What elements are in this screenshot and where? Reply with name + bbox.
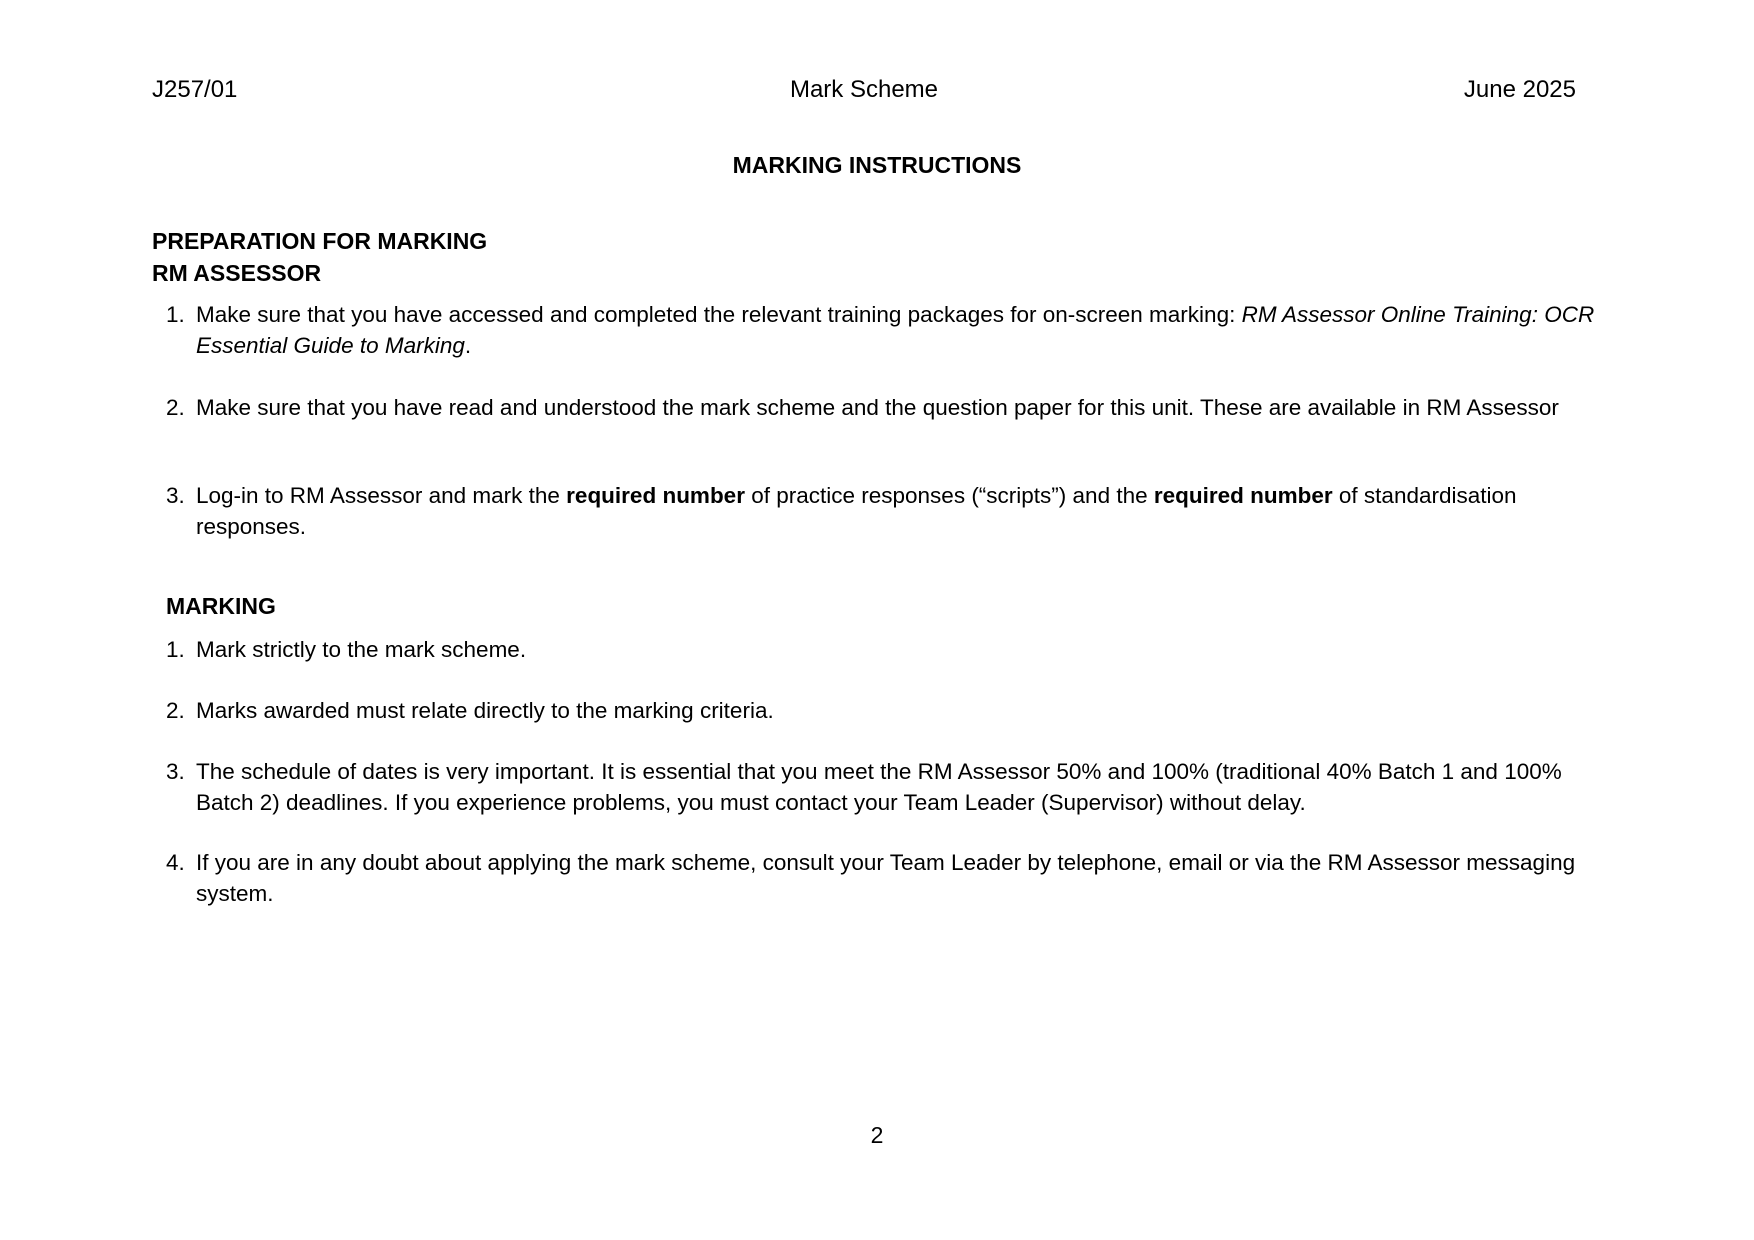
marking-heading: MARKING	[166, 593, 276, 619]
list-item	[166, 299, 1616, 361]
list-item	[166, 634, 1616, 665]
list-item	[166, 480, 1616, 542]
item-number: 4.	[166, 850, 185, 875]
item-text: Make sure that you have read and understood the mark scheme and the question paper for this unit. These are available in RM Assessor	[196, 395, 1559, 420]
preparation-heading: PREPARATION FOR MARKING	[152, 228, 488, 254]
emphasis: required number	[566, 483, 745, 508]
item-text: Log-in to RM Assessor and mark the required number of practice responses (“scripts”) and the required number of standardisation responses.	[196, 483, 1517, 539]
item-text: Make sure that you have accessed and completed the relevant training packages for on-screen marking: RM Assessor Online Training: OCR Essential Guide to Marking.	[196, 302, 1595, 358]
item-number: 3.	[166, 759, 185, 784]
item-number: 1.	[166, 637, 185, 662]
page-title: MARKING INSTRUCTIONS	[732, 152, 1022, 178]
page-header	[152, 76, 1576, 106]
paper-code: J257/01	[152, 76, 238, 103]
training-title: RM Assessor Online Training: OCR Essential Guide to Marking	[196, 302, 1595, 358]
item-text: The schedule of dates is very important. It is essential that you meet the RM Assessor 50% and 100% (traditional 40% Batch 1 and 100% Batch 2) deadlines. If you experience problems, you must contact your Team Leader (Supervisor) without delay.	[196, 759, 1562, 815]
item-text: Mark strictly to the mark scheme.	[196, 637, 527, 662]
page-number: 2	[870, 1122, 884, 1148]
item-number: 1.	[166, 302, 185, 327]
item-text: Marks awarded must relate directly to the marking criteria.	[196, 698, 774, 723]
list-item	[166, 392, 1616, 423]
item-text: If you are in any doubt about applying the mark scheme, consult your Team Leader by telephone, email or via the RM Assessor messaging system.	[196, 850, 1576, 906]
list-item	[166, 847, 1616, 909]
exam-date: June 2025	[1463, 76, 1576, 103]
item-number: 3.	[166, 483, 185, 508]
list-item	[166, 756, 1616, 818]
item-number: 2.	[166, 698, 185, 723]
item-number: 2.	[166, 395, 185, 420]
rm-assessor-subheading: RM ASSESSOR	[152, 260, 322, 286]
emphasis: required number	[1153, 483, 1333, 508]
list-item	[166, 695, 1616, 726]
document-type: Mark Scheme	[789, 76, 939, 103]
